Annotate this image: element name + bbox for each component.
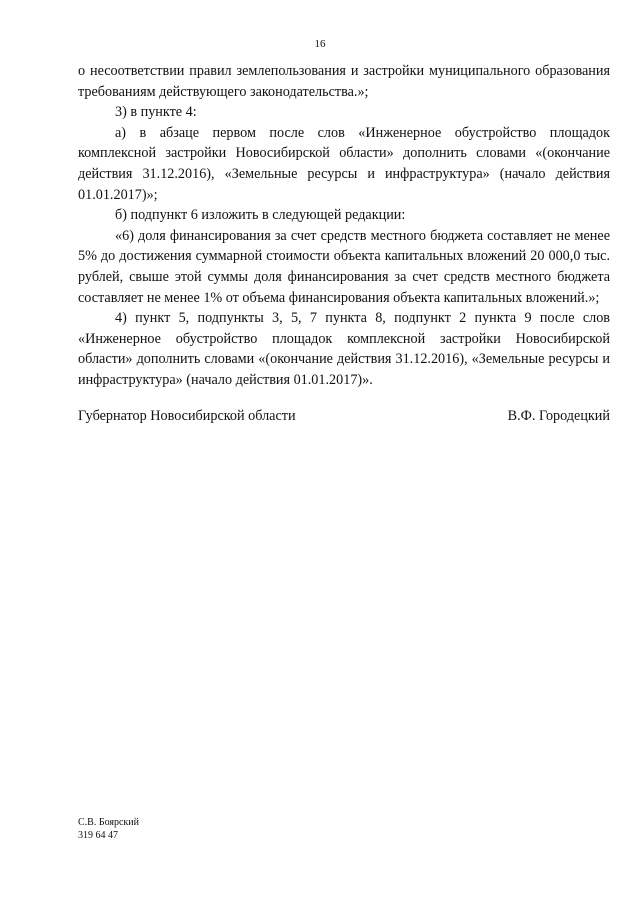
paragraph-continuation: о несоответствии правил землепользования и застройки муниципального образования требованиям действующего законодательства.»; [78,63,610,100]
signatory-name: В.Ф. Городецкий [507,408,610,424]
document-body [78,61,610,391]
paragraph-item-3: 3) в пункте 4: [115,104,197,121]
executor-phone: 319 64 47 [78,830,118,841]
paragraph-quoted-subitem-6: «6) доля финансирования за счет средств местного бюджета составляет не менее 5% до достижения суммарной стоимости объекта капитальных вложений 20 000,0 тыс. рублей, свыше этой суммы доля финансирования за счет средств местного бюджета составляет не менее 1% от объема финансирования объекта капитальных вложений.»; [78,227,610,306]
paragraph-item-3a: а) в абзаце первом после слов «Инженерное обустройство площадок комплексной застройки Новосибирской области» дополнить словами «(окончание действия 31.12.2016), «Земельные ресурсы и инфраструктура» (начало действия 01.01.2017)»; [78,124,610,203]
paragraph-item-4: 4) пункт 5, подпункты 3, 5, 7 пункта 8, подпункт 2 пункта 9 после слов «Инженерное обустройство площадок комплексной застройки Новосибирской области» дополнить словами «(окончание действия 31.12.2016), «Земельные ресурсы и инфраструктура» (начало действия 01.01.2017)». [78,310,610,388]
executor-footer [78,816,139,842]
executor-name: С.В. Боярский [78,817,139,828]
page-number: 16 [314,38,326,50]
paragraph-item-3b: б) подпункт 6 изложить в следующей редакции: [115,207,406,224]
signature-block [78,406,610,426]
signatory-position: Губернатор Новосибирской области [78,408,296,424]
